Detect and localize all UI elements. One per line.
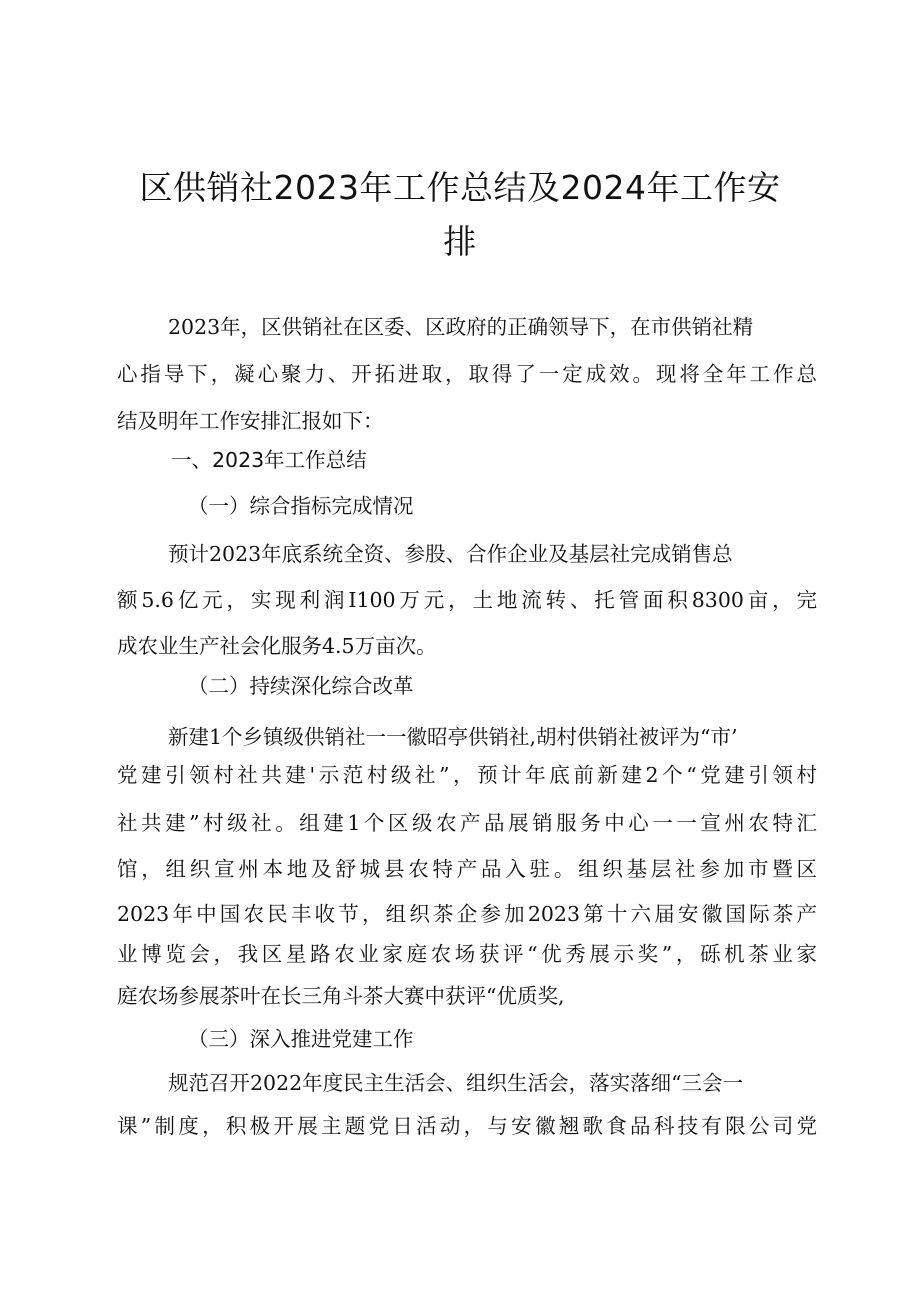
subsection-1-heading: （一）综合指标完成情况	[188, 494, 414, 518]
sub2-line-3: 社共建”村级社。组建1个区级农产品展销服务中心一一宣州农特汇	[117, 811, 817, 835]
sub2-line-1: 新建1个乡镇级供销社一一徽昭亭供销社,胡村供销社被评为“市’	[168, 725, 738, 749]
section-1-heading: 一、2023年工作总结	[171, 448, 367, 472]
sub3-line-1: 规范召开2022年度民主生活会、组织生活会，落实落细“三会一	[168, 1071, 744, 1095]
sub3-line-2: 课”制度，积极开展主题党日活动，与安徽翘歌食品科技有限公司党	[117, 1114, 817, 1138]
sub1-line-1: 预计2023年底系统全资、参股、合作企业及基层社完成销售总	[168, 542, 733, 566]
sub2-line-2: 党建引领村社共建'示范村级社”，预计年底前新建2个“党建引领村	[117, 763, 817, 787]
sub1-line-2: 额5.6亿元，实现利润I100万元，土地流转、托管面积8300亩，完	[117, 588, 817, 612]
sub2-line-5: 2023年中国农民丰收节，组织茶企参加2023第十六届安徽国际茶产	[117, 902, 817, 926]
sub2-line-4: 馆，组织宣州本地及舒城县农特产品入驻。组织基层社参加市暨区	[117, 857, 817, 881]
document-title-line-2: 排	[443, 222, 477, 261]
intro-line-3: 结及明年工作安排汇报如下：	[117, 409, 384, 433]
sub1-line-3: 成农业生产社会化服务4.5万亩次。	[117, 634, 437, 658]
sub2-line-6: 业博览会，我区星路农业家庭农场获评“优秀展示奖”，砾机茶业家	[117, 942, 817, 966]
subsection-2-heading: （二）持续深化综合改革	[188, 674, 414, 698]
document-title-line-1: 区供销社2023年工作总结及2024年工作安	[139, 168, 781, 207]
subsection-3-heading: （三）深入推进党建工作	[188, 1027, 414, 1051]
sub2-line-7: 庭农场参展茶叶在长三角斗茶大赛中获评“优质奖,	[117, 984, 565, 1008]
intro-line-1: 2023年，区供销社在区委、区政府的正确领导下，在市供销社精	[168, 315, 754, 339]
intro-line-2: 心指导下，凝心聚力、开拓进取，取得了一定成效。现将全年工作总	[117, 362, 817, 386]
